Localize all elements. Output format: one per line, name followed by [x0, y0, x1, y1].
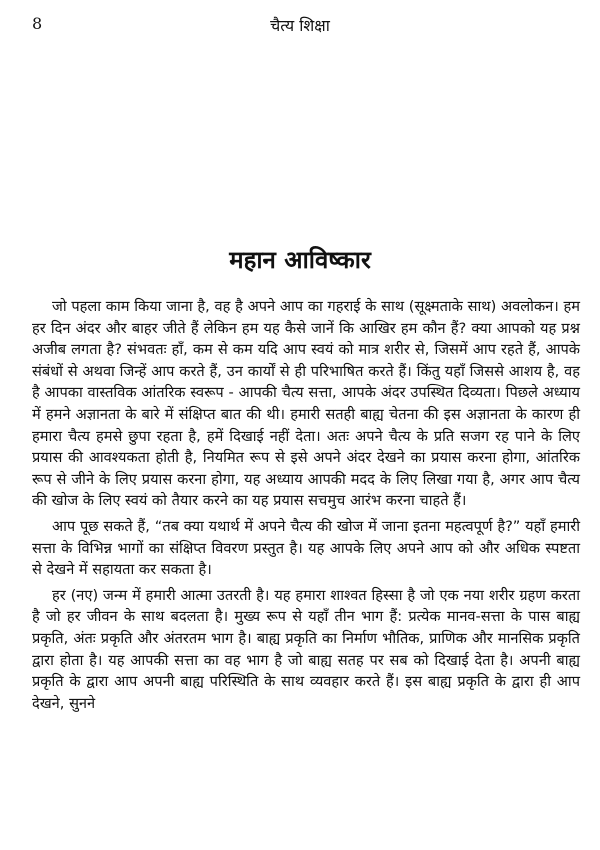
chapter-title: महान आविष्कार	[229, 246, 371, 274]
paragraph-1: जो पहला काम किया जाना है, वह है अपने आप का गहराई के साथ (सूक्ष्मताके साथ) अवलोकन। हम हर दिन अंदर और बाहर जीते हैं लेकिन हम यह कैसे जानें कि आखिर हम कौन हैं? क्या आपको यह प्रश्न अजीब लगता है? संभवतः हाँ, कम से कम यदि आप स्वयं को मात्र शरीर से, जिसमें आप रहते हैं, आपके संबंधों से अथवा जिन्हें आप करते हैं, उन कार्यों से ही परिभाषित करते हैं। किंतु यहाँ जिससे आशय है, वह है आपका वास्तविक आंतरिक स्वरूप - आपकी चैत्य सत्ता, आपके अंदर उपस्थित दिव्यता। पिछले अध्याय में हमने अज्ञानता के बारे में संक्षिप्त बात की थी। हमारी सतही बाह्य चेतना की इस अज्ञानता के कारण ही हमारा चैत्य हमसे छुपा रहता है, हमें दिखाई नहीं देता। अतः अपने चैत्य के प्रति सजग रह पाने के लिए प्रयास की आवश्यकता होती है, नियमित रूप से इसे अपने अंदर देखने का प्रयास करना होगा, आंतरिक रूप से जीने के लिए प्रयास करना होगा, यह अध्याय आपकी मदद के लिए लिखा गया है, अगर आप चैत्य की खोज के लिए स्वयं को तैयार करने का यह प्रयास सचमुच आरंभ करना चाहते हैं।	[32, 298, 580, 510]
page-number: 8	[32, 14, 43, 33]
paragraph-2: आप पूछ सकते हैं, “तब क्या यथार्थ में अपने चैत्य की खोज में जाना इतना महत्वपूर्ण है?” यहाँ हमारी सत्ता के विभिन्न भागों का संक्षिप्त विवरण प्रस्तुत है। यह आपके लिए अपने आप को और अधिक स्पष्टता से देखने में सहायता कर सकता है।	[32, 517, 580, 579]
paragraph-3: हर (नए) जन्म में हमारी आत्मा उतरती है। यह हमारा शाश्वत हिस्सा है जो एक नया शरीर ग्रहण करता है जो हर जीवन के साथ बदलता है। मुख्य रूप से यहाँ तीन भाग हैं: प्रत्येक मानव-सत्ता के पास बाह्य प्रकृति, अंतः प्रकृति और अंतरतम भाग है। बाह्य प्रकृति का निर्माण भौतिक, प्राणिक और मानसिक प्रकृति द्वारा होता है। यह आपकी सत्ता का वह भाग है जो बाह्य सतह पर सब को दिखाई देता है। अपनी बाह्य प्रकृति के द्वारा आप अपनी बाह्य परिस्थिति के साथ व्यवहार करते हैं। इस बाह्य प्रकृति के द्वारा ही आप देखने, सुनने	[32, 586, 580, 712]
running-header: चैत्य शिक्षा	[270, 16, 330, 35]
body-text	[32, 296, 580, 718]
